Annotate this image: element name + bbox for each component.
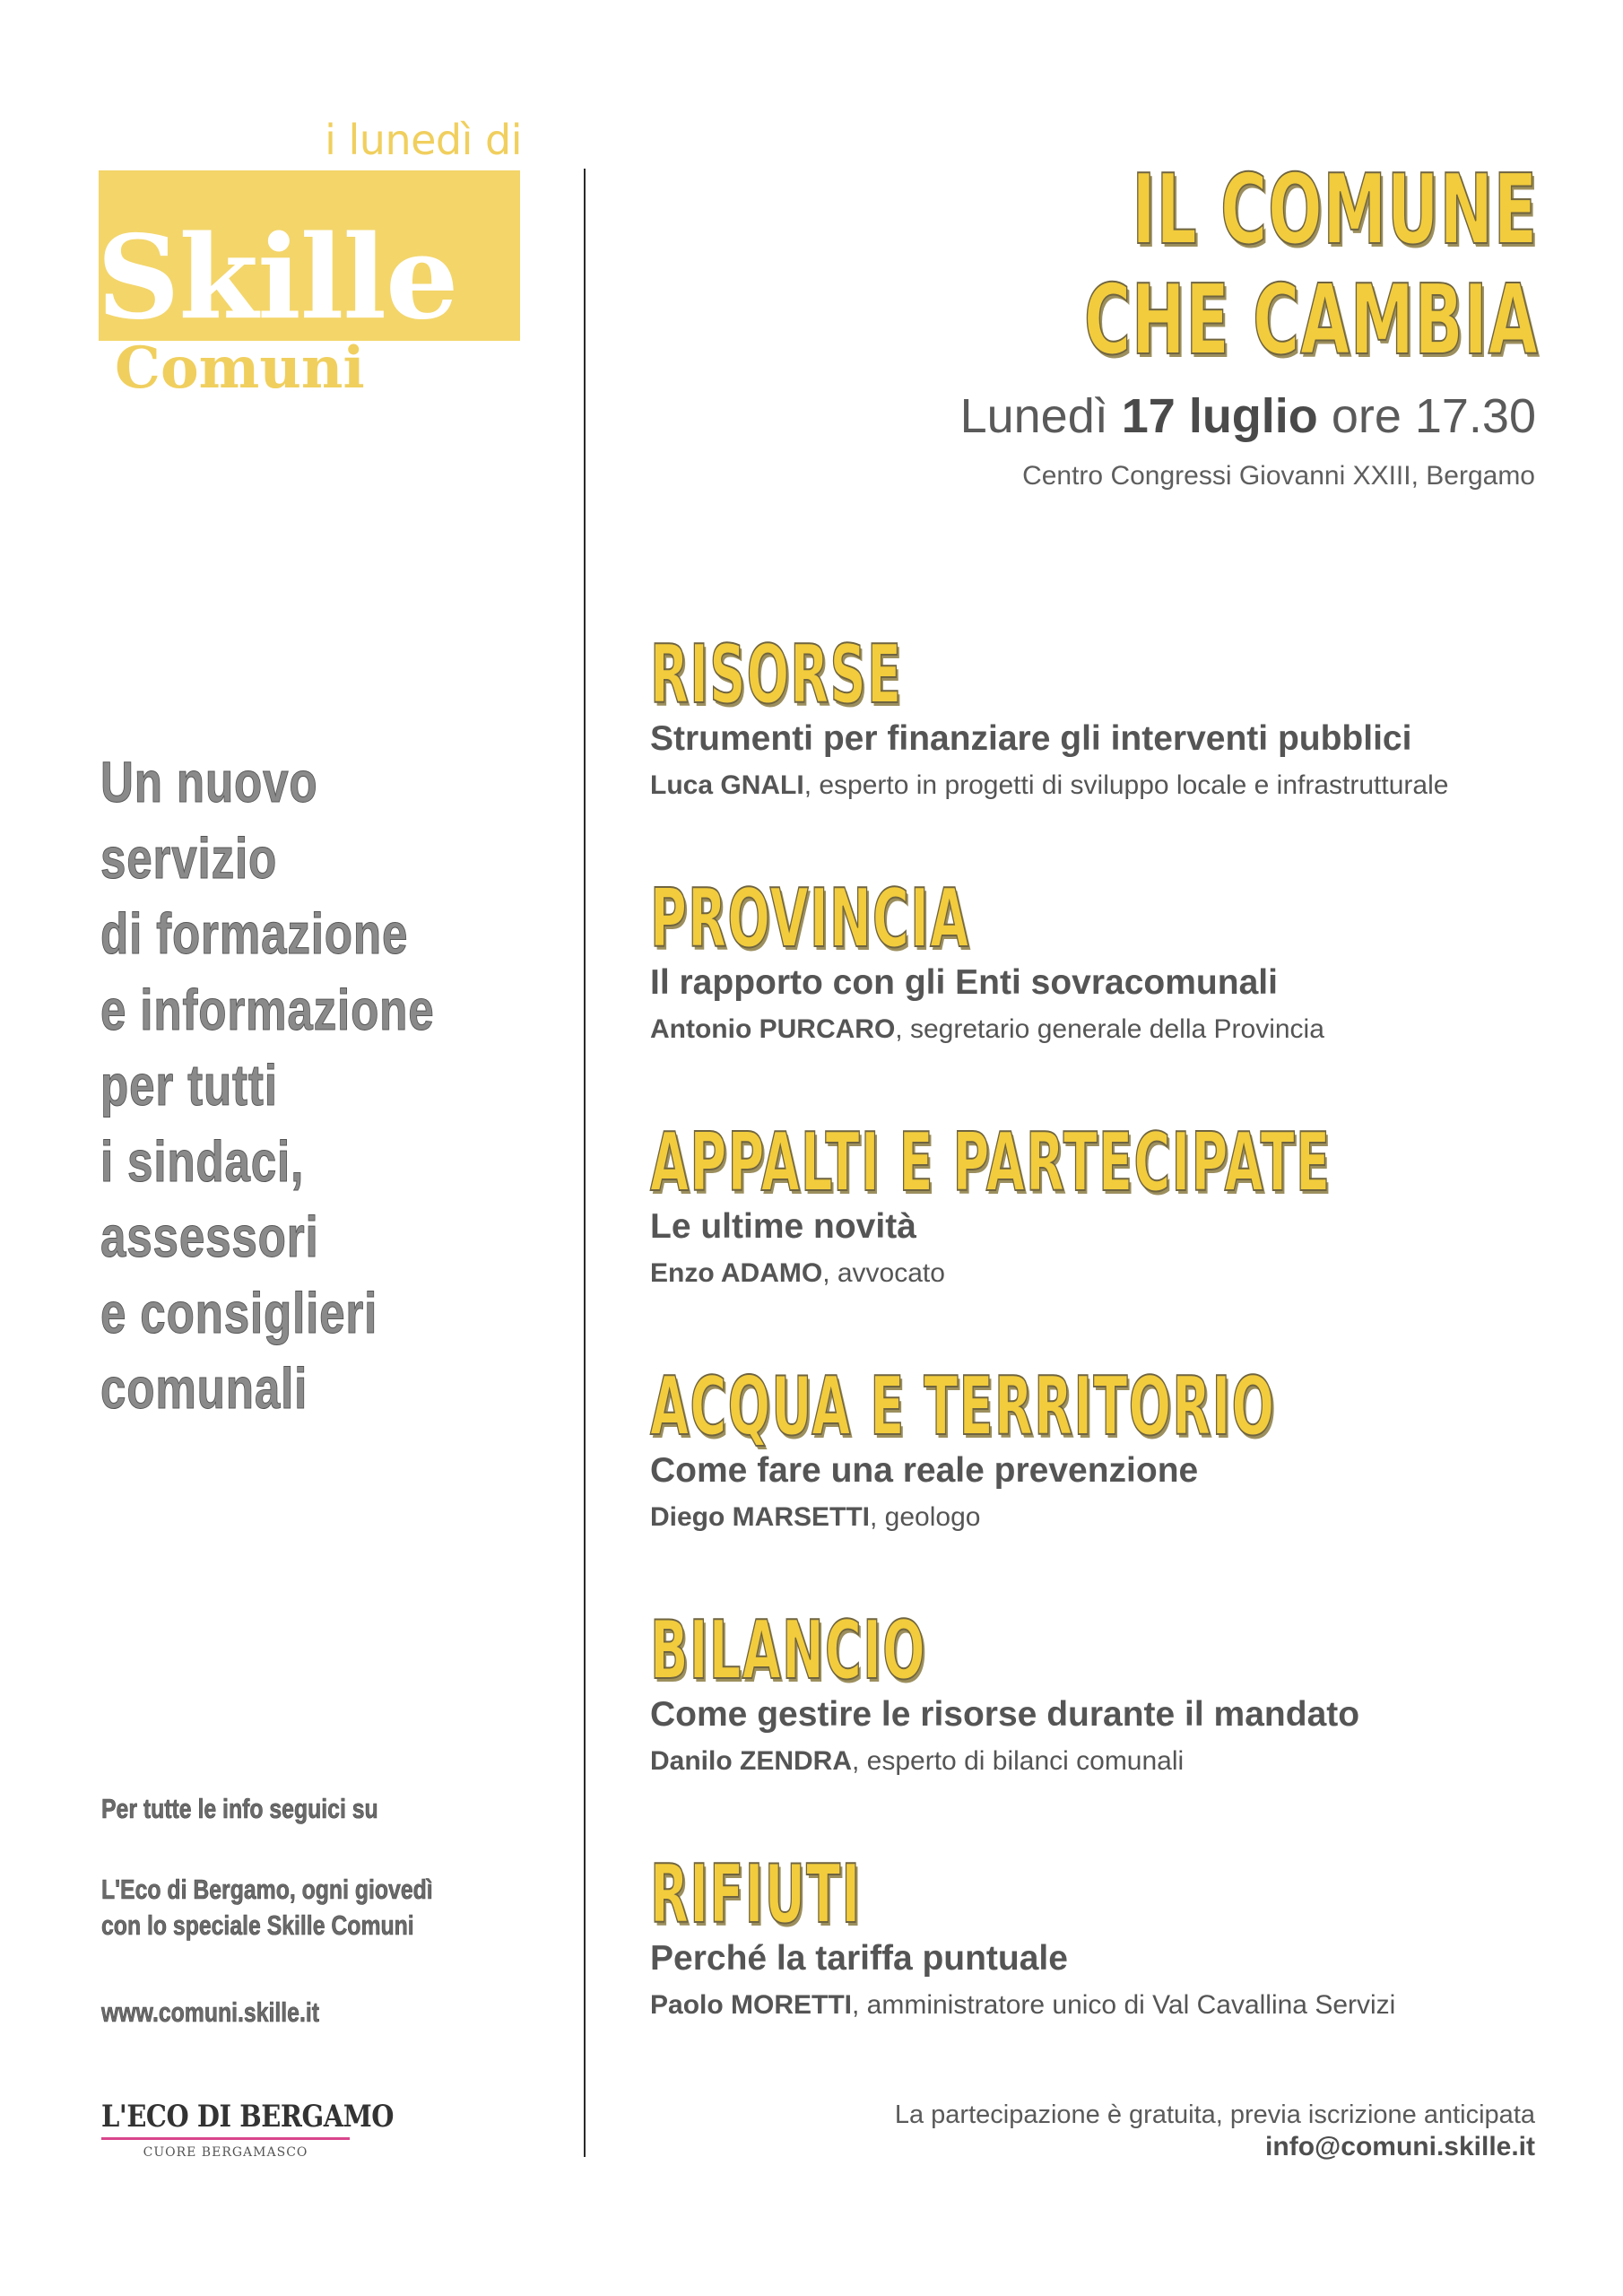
speaker-name: Enzo ADAMO (650, 1258, 823, 1288)
headline-line-1: IL COMUNE (1132, 154, 1538, 266)
info-newspaper (101, 1872, 433, 1944)
tagline-line: servizio (100, 825, 278, 891)
event-time: ore 17.30 (1331, 389, 1536, 443)
topic-title: APPALTI E PARTECIPATE (650, 1116, 1332, 1210)
event-date-value: 17 luglio (1121, 389, 1318, 443)
sponsor-logo: L'ECO DI BERGAMO (101, 2099, 395, 2135)
event-day: Lunedì (959, 389, 1108, 443)
topic-subtitle: Come gestire le risorse durante il mandato (650, 1695, 1360, 1734)
speaker-role: , esperto in progetti di sviluppo locale e infrastrutturale (803, 770, 1449, 800)
topic-subtitle: Perché la tariffa puntuale (650, 1939, 1068, 1978)
speaker-name: Diego MARSETTI (650, 1502, 870, 1532)
sponsor-rule (101, 2137, 350, 2140)
topic-title: RIFIUTI (650, 1848, 862, 1942)
footer-email-link[interactable]: info@comuni.skille.it (1265, 2132, 1535, 2161)
speaker-role: , geologo (870, 1502, 981, 1532)
tagline (100, 744, 567, 1427)
column-divider (584, 169, 586, 2157)
speaker-role: , segretario generale della Provincia (895, 1014, 1324, 1044)
tagline-line: e consiglieri (100, 1280, 378, 1345)
topic-title: PROVINCIA (650, 872, 970, 966)
event-date (960, 387, 1536, 445)
info-newspaper-line: L'Eco di Bergamo, ogni giovedì (101, 1874, 433, 1905)
website-link[interactable]: www.comuni.skille.it (101, 1996, 319, 2028)
topic-speaker (650, 1987, 1547, 2023)
topic-subtitle: Strumenti per finanziare gli interventi pubblici (650, 719, 1412, 758)
speaker-name: Antonio PURCARO (650, 1014, 896, 1044)
speaker-role: , esperto di bilanci comunali (852, 1746, 1185, 1776)
speaker-name: Paolo MORETTI (650, 1990, 852, 2020)
topic-speaker (650, 1500, 1547, 1535)
topic-appalti (650, 1116, 1547, 1292)
speaker-name: Luca GNALI (650, 770, 804, 800)
tagline-line: di formazione (100, 901, 409, 966)
logo-top-text: i lunedì di (325, 116, 522, 164)
topic-provincia (650, 872, 1547, 1048)
topic-subtitle: Il rapporto con gli Enti sovracomunali (650, 963, 1278, 1002)
topic-bilancio (650, 1604, 1547, 1779)
footer-note: La partecipazione è gratuita, previa iscrizione anticipata (894, 2100, 1535, 2129)
info-newspaper-line: con lo speciale Skille Comuni (101, 1909, 414, 1941)
speaker-role: , amministratore unico di Val Cavallina Servizi (852, 1990, 1396, 2020)
topic-subtitle: Le ultime novità (650, 1207, 916, 1246)
topic-title: BILANCIO (650, 1604, 926, 1698)
tagline-line: Un nuovo (100, 750, 318, 814)
topic-rifiuti (650, 1848, 1547, 2023)
headline-line-2: CHE CAMBIA (1083, 265, 1538, 377)
topic-risorse (650, 628, 1547, 804)
topic-acqua (650, 1360, 1547, 1535)
topic-subtitle: Come fare una reale prevenzione (650, 1451, 1199, 1490)
topic-speaker (650, 768, 1547, 804)
tagline-line: per tutti (100, 1053, 278, 1118)
topic-speaker (650, 1744, 1547, 1779)
topic-title: RISORSE (650, 628, 903, 722)
speaker-role: , avvocato (822, 1258, 945, 1288)
tagline-line: e informazione (100, 977, 435, 1042)
logo-sub: Comuni (115, 335, 365, 402)
tagline-line: comunali (100, 1356, 308, 1421)
sponsor-motto: CUORE BERGAMASCO (143, 2145, 308, 2160)
event-venue: Centro Congressi Giovanni XXIII, Bergamo (1022, 461, 1535, 491)
logo-brand: Skille (97, 211, 458, 345)
tagline-line: assessori (100, 1205, 319, 1269)
topic-speaker (650, 1256, 1547, 1292)
topic-title: ACQUA E TERRITORIO (650, 1360, 1276, 1454)
speaker-name: Danilo ZENDRA (650, 1746, 852, 1776)
info-heading: Per tutte le info seguici su (101, 1793, 378, 1824)
topic-speaker (650, 1012, 1547, 1048)
tagline-line: i sindaci, (100, 1128, 305, 1194)
